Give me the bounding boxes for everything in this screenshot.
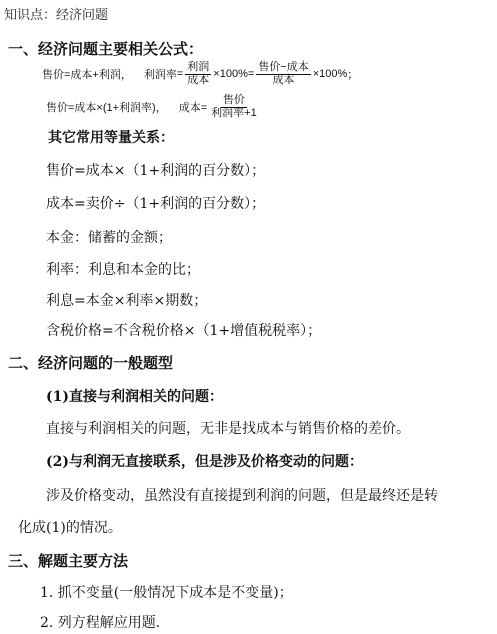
formula-separator: ， — [155, 102, 167, 114]
common-relations-heading: 其它常用等量关系： — [48, 130, 174, 146]
problem-type2-desc: 涉及价格变动，虽然没有直接提到利润的问题，但是最终还是转 — [46, 488, 438, 504]
price-equation: =成本+利润 — [64, 69, 121, 81]
price-term: 售价 — [42, 69, 64, 81]
fraction-denominator: 利润率+1 — [211, 106, 257, 119]
formula-separator: ， — [120, 69, 132, 81]
relation-item: 售价=成本×（1+利润的百分数）； — [46, 163, 266, 179]
profit-rate-term: 利润率 — [143, 69, 177, 81]
fraction-numerator: 利润 — [187, 60, 210, 73]
section3-heading: 三、解题主要方法 — [8, 552, 129, 570]
relation-item: 成本=卖价÷（1+利润的百分数）； — [46, 196, 266, 212]
problem-type2-desc-cont: 化成(1)的情况。 — [18, 520, 122, 536]
problem-type2-title: (2)与利润无直接联系，但是涉及价格变动的问题： — [46, 454, 363, 470]
problem-type1-desc: 直接与利润相关的问题，无非是找成本与销售价格的差价。 — [46, 421, 410, 437]
times-percent: ×100%= — [213, 68, 255, 80]
relation-item: 利率：利息和本金的比； — [46, 262, 200, 278]
formula-cost — [46, 91, 261, 123]
formula-profit-rate — [42, 58, 358, 90]
price-from-cost-equation: 售价=成本×(1+利润率) — [46, 102, 156, 114]
relation-item: 本金：储蓄的金额； — [46, 230, 172, 246]
fraction-price-over-rate — [209, 95, 259, 119]
fraction-numerator: 售价 — [222, 93, 245, 106]
section1-heading: 一、经济问题主要相关公式： — [8, 40, 204, 58]
cost-term: 成本= — [178, 102, 208, 114]
fraction-price-minus-cost-over-cost — [256, 62, 310, 86]
method-item: 1. 抓不变量(一般情况下成本是不变量)； — [40, 585, 293, 601]
relation-item: 利息=本金×利率×期数； — [46, 293, 208, 309]
fraction-numerator: 售价−成本 — [258, 60, 309, 73]
fraction-profit-over-cost — [185, 62, 211, 86]
relation-item: 含税价格=不含税价格×（1+增值税税率）； — [46, 323, 322, 339]
times-percent: ×100% — [312, 68, 348, 80]
section2-heading: 二、经济问题的一般题型 — [8, 354, 174, 372]
equals-sign: = — [176, 68, 184, 80]
formula-end: ； — [347, 69, 359, 81]
fraction-denominator: 成本 — [272, 73, 295, 86]
topic-label: 知识点：经济问题 — [4, 8, 109, 23]
problem-type1-title: (1)直接与利润相关的问题： — [46, 389, 223, 405]
method-item: 2. 列方程解应用题. — [40, 615, 161, 631]
fraction-denominator: 成本 — [187, 73, 210, 86]
